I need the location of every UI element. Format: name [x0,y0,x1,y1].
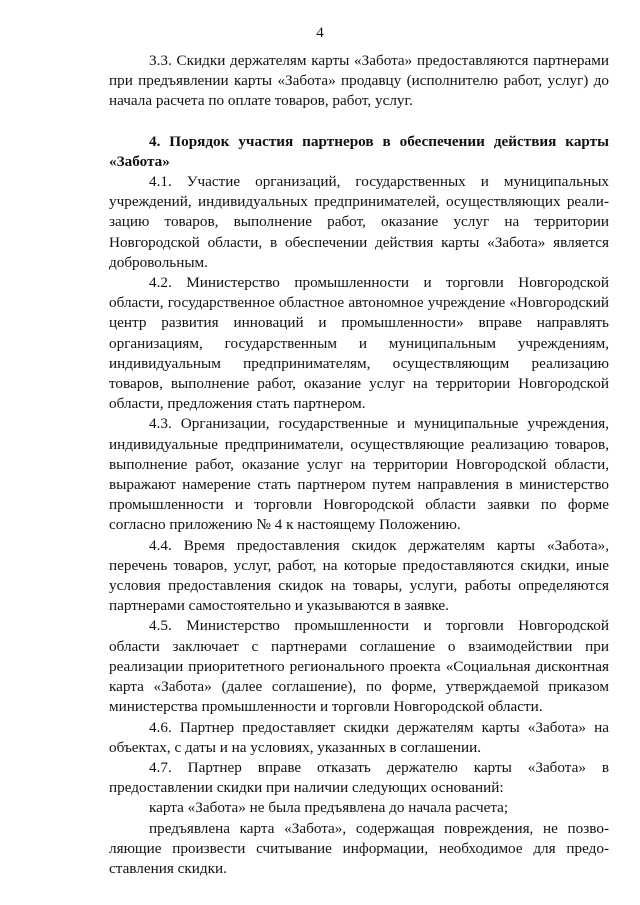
paragraph-4-1: 4.1. Участие организаций, государственных и муниципальных учреждений, индивидуальных предпринимателей, осуществляющих реализацию товаров, выполнение работ, оказание услуг на территории Новгородской области, в обеспечении действия карты «Забота» является добровольным. [109,173,609,271]
paragraph-3-3: 3.3. Скидки держателям карты «Забота» предоставляются партнерами при предъявлении карты «Забота» продавцу (исполнителю работ, услуг) до начала расчета по оплате товаров, работ, услуг. [109,52,609,110]
section-4-heading: 4. Порядок участия партнеров в обеспечении действия карты «Забота» [109,132,609,170]
paragraph-4-7-reason-1: карта «Забота» не была предъявлена до начала расчета; [149,799,509,817]
page-number: 4 [316,25,324,41]
document-body [109,51,609,879]
paragraph-4-3: 4.3. Организации, государственные и муниципальные учреждения, индивидуальные предприниматели, осуществляющие реализацию товаров, выполнение работ, оказание услуг на территории Новгородской области, выражают намерение стать партнером путем направления в министерство промышленности и торговли Новгородской области заявки по форме согласно приложению № 4 к настоящему Положению. [109,415,609,534]
paragraph-4-5: 4.5. Министерство промышленности и торговли Новгородской области заключает с партнерами соглашение о взаимодействии при реализации приоритетного регионального проекта «Социальная дисконтная карта «Забота» (далее соглашение), по форме, утверждаемой приказом министерства промышленности и торговли Новгородской области. [109,617,609,716]
paragraph-4-4: 4.4. Время предоставления скидок держателям карты «Забота», перечень товаров, услуг, работ, на которые предоставляются скидки, иные условия предоставления скидок на товары, услуги, работы определяются партнерами самостоятельно и указываются в заявке. [109,536,609,615]
paragraph-4-7: 4.7. Партнер вправе отказать держателю карты «Забота» в предоставлении скидки при наличии следующих оснований: [109,758,609,797]
paragraph-4-7-reason-2: предъявлена карта «Забота», содержащая повреждения, не позволяющие произвести считывание информации, необходимое для предоставления скидки. [109,819,609,877]
paragraph-4-6: 4.6. Партнер предоставляет скидки держателям карты «Забота» на объектах, с даты и на условиях, указанных в соглашении. [109,718,609,756]
paragraph-4-2: 4.2. Министерство промышленности и торговли Новгородской области, государственное областное автономное учреждение «Новгородский центр развития инноваций и промышленности» вправе направлять организациям, государственным и муниципальным учреждениям, индивидуальным предпринимателям, осуществляющим реализацию товаров, выполнение работ, оказание услуг на территории Новгородской области, предложения стать партнером. [109,274,609,413]
